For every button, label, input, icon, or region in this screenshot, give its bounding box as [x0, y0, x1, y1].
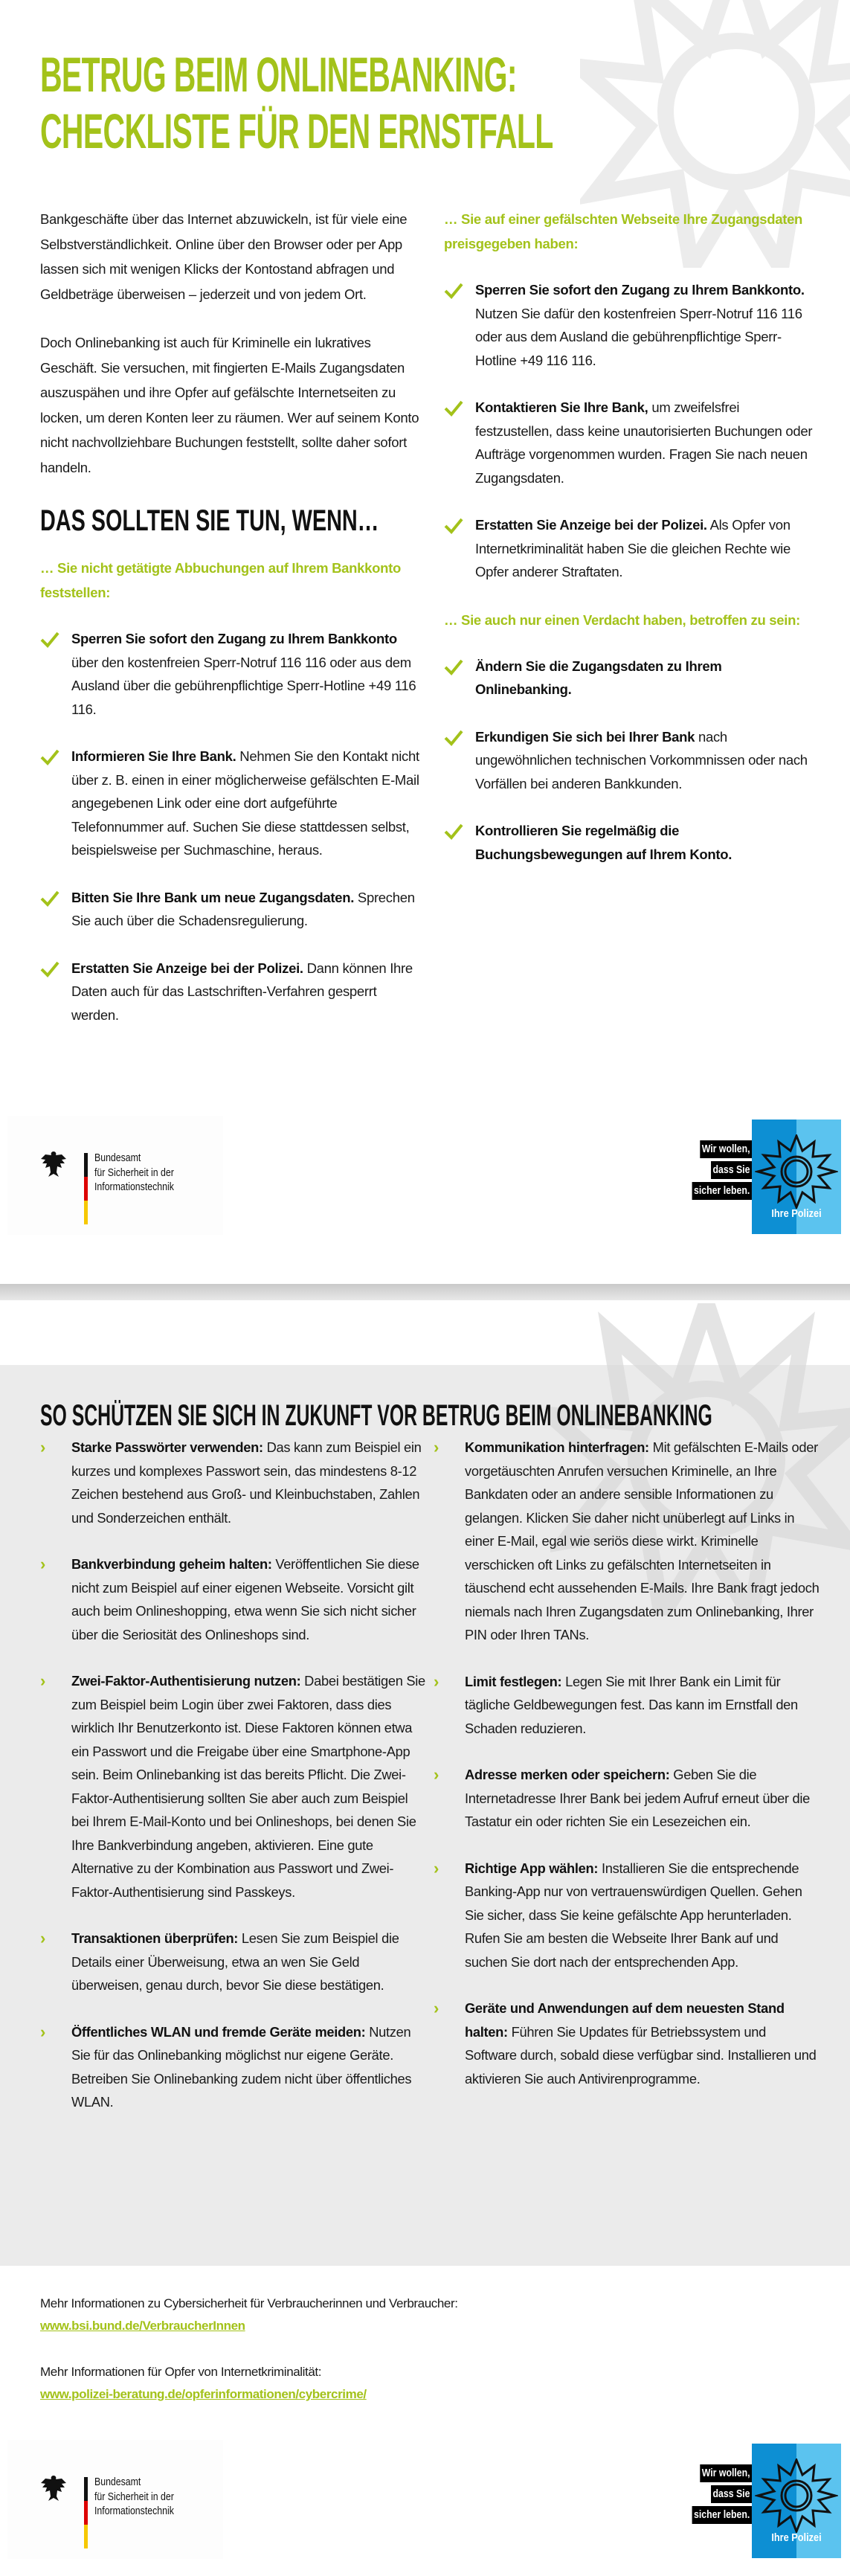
checkmark-icon: [40, 745, 71, 862]
item-bold: Erstatten Sie Anzeige bei der Polizei.: [475, 517, 707, 533]
tip-bold: Starke Passwörter verwenden:: [71, 1439, 263, 1455]
tip-bold: Zwei-Faktor-Authentisierung nutzen:: [71, 1673, 301, 1689]
tip-item: [40, 2020, 427, 2114]
police-logo: [666, 2444, 844, 2563]
info-label: Mehr Informationen zu Cybersicherheit für Verbraucherinnen und Verbraucher:: [40, 2296, 458, 2310]
chevron-right-icon: ›: [434, 1999, 440, 2017]
checklist-item: [444, 278, 816, 372]
more-info: [40, 2293, 709, 2429]
police-logo: [666, 1120, 844, 1239]
tip-item: [434, 1670, 820, 1741]
chevron-right-icon: ›: [434, 1858, 440, 1878]
polizei-beratung-link[interactable]: www.polizei-beratung.de/opferinformationen/cybercrime/: [40, 2387, 367, 2401]
tip-body: Legen Sie mit Ihrer Bank ein Limit für tägliche Geldbewegungen fest. Das kann im Ernstfall den Schaden reduzieren.: [465, 1673, 798, 1736]
item-text: Nehmen Sie den Kontakt nicht über z. B. einen in einer möglicherweise gefälschten E-Mail angegebenen Link oder eine dort aufgeführte Telefonnummer auf. Suchen Sie diese stattdessen selbst, beispielsweise per Suchmaschine, heraus.: [71, 748, 419, 858]
item-text: über den kostenfreien Sperr-Notruf 116 116 oder aus dem Ausland über die gebührenpflichtige Sperr-Hotline +49 116 116.: [71, 654, 416, 717]
item-text: um zweifelsfrei festzustellen, dass keine unautorisierten Buchungen oder Aufträge vorgenommen wurden. Fragen Sie nach neuen Zugangsdaten.: [475, 399, 813, 486]
checklist-item: [444, 725, 816, 796]
item-bold: Kontaktieren Sie Ihre Bank,: [475, 399, 648, 415]
bsi-logo-text: Bundesamt für Sicherheit in der Informationstechnik: [94, 2476, 174, 2517]
checkmark-icon: [444, 278, 475, 372]
federal-eagle-icon: [39, 2474, 68, 2502]
police-logo-label: Ihre Polizei: [771, 1207, 822, 1220]
protection-tips-section: [0, 1365, 850, 2266]
tip-bold: Transaktionen überprüfen:: [71, 1930, 239, 1946]
bsi-logo: [7, 1116, 223, 1235]
police-slogan-line: sicher leben.: [692, 2506, 752, 2524]
tip-bold: Bankverbindung geheim halten:: [71, 1556, 272, 1572]
chevron-right-icon: ›: [40, 1438, 46, 1456]
checklist-item: [40, 886, 423, 933]
checklist-item: [444, 819, 816, 866]
intro-paragraph: Bankgeschäfte über das Internet abzuwickeln, ist für viele eine Selbstverständlichkeit. Online über den Browser oder per App lassen sich mit wenigen Klicks der Kontostand abfragen und Geldbeträge überweisen – jederzeit und von jedem Ort.: [40, 211, 408, 302]
item-text: Als Opfer von Internetkriminalität haben Sie die gleichen Rechte wie Opfer anderer Straftaten.: [475, 517, 791, 579]
tip-item: [434, 1857, 820, 1974]
checkmark-icon: [40, 957, 71, 1027]
page-checklist: [0, 0, 850, 1279]
bsi-logo: [7, 2440, 223, 2559]
tip-item: [434, 1763, 820, 1834]
tip-bold: Geräte und Anwendungen auf dem neuesten Stand halten:: [465, 2000, 785, 2040]
tip-bold: Adresse merken oder speichern:: [465, 1767, 670, 1782]
chevron-right-icon: ›: [40, 1671, 46, 1690]
checkmark-icon: [444, 819, 475, 866]
tip-bold: Richtige App wählen:: [465, 1860, 599, 1876]
item-bold: Bitten Sie Ihre Bank um neue Zugangsdaten.: [71, 889, 355, 905]
tip-item: [40, 1436, 427, 1529]
tip-body: Installieren Sie die entsprechende Banking-App nur von vertrauenswürdigen Quellen. Gehen Sie sicher, dass Sie keine gefälschte App herunterladen. Rufen Sie am besten die Webseite Ihrer Bank auf und suchen Sie dort nach der entsprechenden App.: [465, 1860, 802, 1970]
checkmark-icon: [444, 725, 475, 796]
item-bold: Sperren Sie sofort den Zugang zu Ihrem Bankkonto: [71, 631, 397, 646]
checklist-item: [444, 396, 816, 489]
tip-body: Geben Sie die Internetadresse Ihrer Bank bei jedem Aufruf erneut über die Tastatur ein oder richten Sie ein Lesezeichen ein.: [465, 1767, 810, 1829]
tips-left-column: [40, 1436, 427, 2137]
group-subhead: … Sie nicht getätigte Abbuchungen auf Ihrem Bankkonto feststellen:: [40, 560, 402, 600]
item-bold: Sperren Sie sofort den Zugang zu Ihrem Bankkonto.: [475, 282, 805, 298]
tip-item: [40, 1669, 427, 1904]
tip-bold: Kommunikation hinterfragen:: [465, 1439, 649, 1455]
tip-item: [434, 1436, 820, 1647]
police-star-icon: [755, 1134, 838, 1209]
bsi-logo-text: Bundesamt für Sicherheit in der Informationstechnik: [94, 1152, 174, 1193]
chevron-right-icon: ›: [434, 1671, 440, 1691]
tip-body: Dabei bestätigen Sie zum Beispiel beim Login über zwei Faktoren, dass dies wirklich Ihr Benutzerkonto ist. Diese Faktoren können etwa ein Passwort und die Freigabe über eine Smartphone-App sein. Beim Onlinebanking ist das bereits Pflicht. Die Zwei-Faktor-Authentisierung sollten Sie aber auch zum Beispiel bei Ihrem E-Mail-Konto und bei Onlineshops, bei denen Sie Ihre Bankverbindung angeben, aktivieren. Eine gute Alternative zu der Kombination aus Passwort und Zwei-Faktor-Authentisierung sind Passkeys.: [71, 1673, 425, 1900]
tip-body: Das kann zum Beispiel ein kurzes und komplexes Passwort sein, das mindestens 8-12 Zeichen bestehend aus Groß- und Kleinbuchstaben, Zahlen und Sonderzeichen enthält.: [71, 1439, 422, 1526]
tip-body: Führen Sie Updates für Betriebssystem und Software durch, sobald diese verfügbar sind. Installieren und aktivieren Sie auch Antivirenprogramme.: [465, 2023, 817, 2087]
checkmark-icon: [444, 513, 475, 584]
police-slogan-line: dass Sie: [711, 2485, 752, 2503]
police-slogan-line: sicher leben.: [692, 1182, 752, 1200]
info-label: Mehr Informationen für Opfer von Internetkriminalität:: [40, 2365, 322, 2379]
item-text: Sprechen Sie auch über die Schadensregulierung.: [71, 889, 415, 928]
chevron-right-icon: ›: [40, 1555, 46, 1573]
item-bold: Informieren Sie Ihre Bank.: [71, 748, 236, 764]
tip-item: [40, 1552, 427, 1646]
police-logo-label: Ihre Polizei: [771, 2531, 822, 2544]
checklist-item: [40, 745, 423, 862]
right-column: [444, 207, 816, 890]
tip-body: Nutzen Sie für das Onlinebanking möglichst nur eigene Geräte. Betreiben Sie Onlinebanking zudem nicht über öffentliches WLAN.: [71, 2023, 412, 2110]
tip-body: Veröffentlichen Sie diese nicht zum Beispiel auf einer eigenen Webseite. Vorsicht gilt auch beim Onlineshopping, etwa wenn Sie sich nicht sicher über die Seriosität des Onlineshops sind.: [71, 1556, 419, 1642]
item-bold: Erstatten Sie Anzeige bei der Polizei.: [71, 960, 303, 976]
chevron-right-icon: ›: [434, 1765, 440, 1784]
chevron-right-icon: ›: [40, 1929, 46, 1947]
item-bold: Ändern Sie die Zugangsdaten zu Ihrem Onlinebanking.: [475, 658, 722, 697]
federal-eagle-icon: [39, 1150, 68, 1178]
intro-paragraph: Doch Onlinebanking ist auch für Kriminelle ein lukratives Geschäft. Sie versuchen, mit fingierten E-Mails Zugangsdaten auszuspähen und ihre Opfer auf gefälschte Internetseiten zu locken, um deren Konten leer zu räumen. Wer auf seinem Konto nicht nachvollziehbare Buchungen feststellt, sollte daher sofort handeln.: [40, 335, 419, 475]
tip-body: Mit gefälschten E-Mails oder vorgetäuschten Anrufen versuchen Kriminelle, an Ihre Bankdaten oder an andere sensible Informationen zu gelangen. Klicken Sie daher nicht unüberlegt auf Links in einer E-Mail, egal wie seriös diese wirkt. Kriminelle verschicken oft Links zu gefälschten Internetseiten in täuschend echt aussehenden E-Mails. Ihre Bank fragt jedoch niemals nach Ihren Zugangsdaten zum Onlinebanking, Ihrer PIN oder Ihren TANs.: [465, 1439, 820, 1642]
tips-right-column: [434, 1436, 820, 2113]
tip-bold: Öffentliches WLAN und fremde Geräte meiden:: [71, 2023, 366, 2040]
item-bold: Erkundigen Sie sich bei Ihrer Bank: [475, 728, 695, 745]
item-text: nach ungewöhnlichen technischen Vorkommnissen oder nach Vorfällen bei anderen Bankkunden.: [475, 728, 808, 791]
protection-title: SO SCHÜTZEN SIE SICH IN ZUKUNFT VOR BETRUG BEIM ONLINEBANKING: [40, 1399, 712, 1432]
police-star-icon: [755, 2458, 838, 2533]
police-slogan-line: dass Sie: [711, 1161, 752, 1179]
logos-row: [0, 2440, 850, 2566]
main-title-line1: BETRUG BEIM ONLINEBANKING:: [40, 47, 517, 102]
intro-text: [40, 207, 423, 480]
left-column: [40, 207, 423, 1050]
logos-row: [0, 1116, 850, 1242]
checklist-item: [444, 513, 816, 584]
police-slogan-line: Wir wollen,: [700, 2464, 752, 2482]
checkmark-icon: [40, 627, 71, 721]
checkmark-icon: [444, 655, 475, 701]
item-text: Nutzen Sie dafür den kostenfreien Sperr-Notruf 116 116 oder aus dem Ausland die gebührenpflichtige Sperr-Hotline +49 116 116.: [475, 305, 802, 368]
checkmark-icon: [444, 396, 475, 489]
main-title-line2: CHECKLISTE FÜR DEN ERNSTFALL: [40, 103, 553, 158]
tip-item: [434, 1997, 820, 2090]
police-slogan-line: Wir wollen,: [700, 1140, 752, 1158]
tip-item: [40, 1927, 427, 1997]
chevron-right-icon: ›: [434, 1438, 440, 1456]
tip-body: Lesen Sie zum Beispiel die Details einer Überweisung, etwa an wen Sie Geld überweisen, genau durch, bevor Sie diese bestätigen.: [71, 1930, 399, 1993]
item-bold: Kontrollieren Sie regelmäßig die Buchungsbewegungen auf Ihrem Konto.: [475, 823, 733, 862]
checklist-item: [444, 655, 816, 701]
checklist-item: [40, 627, 423, 721]
chevron-right-icon: ›: [40, 2022, 46, 2041]
flag-bar: [84, 1153, 88, 1224]
flag-bar: [84, 2477, 88, 2548]
checkmark-icon: [40, 886, 71, 933]
group-subhead: … Sie auch nur einen Verdacht haben, betroffen zu sein:: [444, 611, 800, 628]
item-text: Dann können Ihre Daten auch für das Lastschriften-Verfahren gesperrt werden.: [71, 960, 413, 1023]
main-title: [40, 46, 553, 159]
page-divider: [0, 1284, 850, 1300]
tip-bold: Limit festlegen:: [465, 1673, 562, 1689]
group-subhead: … Sie auf einer gefälschten Webseite Ihre Zugangsdaten preisgegeben haben:: [444, 211, 803, 251]
section-heading: DAS SOLLTEN SIE TUN, WENN…: [40, 504, 379, 537]
checklist-item: [40, 957, 423, 1027]
bsi-link[interactable]: www.bsi.bund.de/VerbraucherInnen: [40, 2319, 245, 2333]
